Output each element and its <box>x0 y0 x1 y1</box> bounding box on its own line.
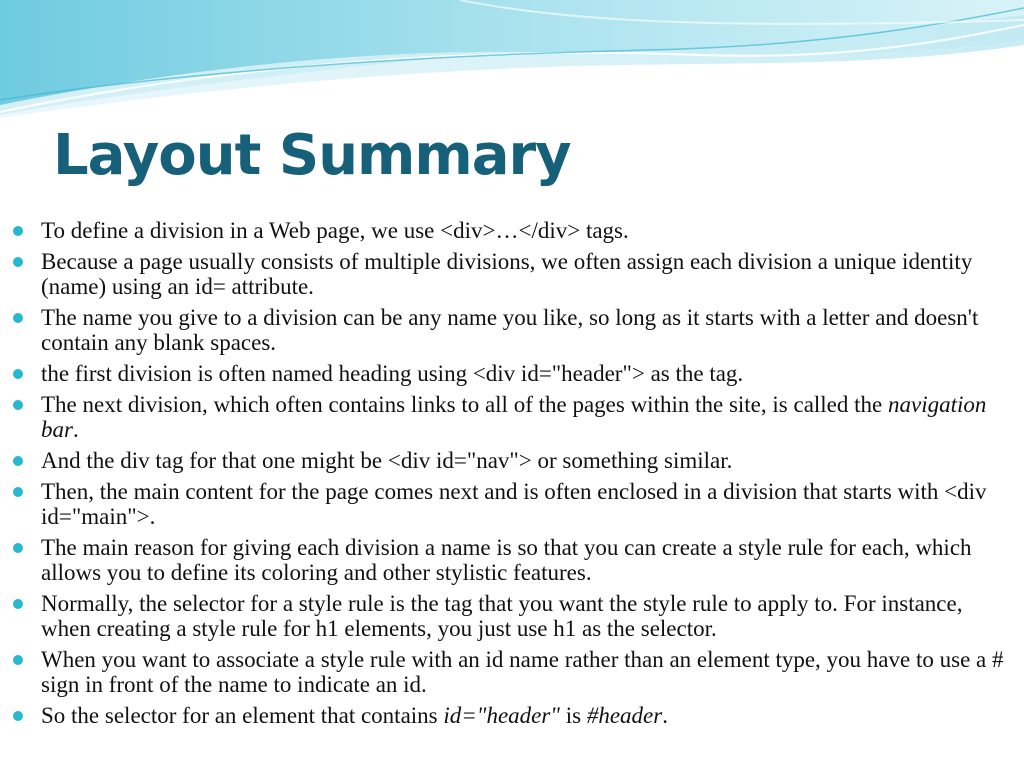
bullet-item <box>0 479 1024 529</box>
bullet-dot-icon <box>13 543 23 553</box>
bullet-item <box>0 647 1024 697</box>
bullet-item <box>0 218 1024 243</box>
bullet-item <box>0 249 1024 299</box>
bullet-dot-icon <box>13 456 23 466</box>
bullet-list <box>0 218 1024 734</box>
bullet-text-part: is <box>559 703 587 728</box>
bullet-item <box>0 448 1024 473</box>
bullet-emphasis: navigation bar <box>41 392 987 442</box>
bullet-text <box>41 703 668 728</box>
bullet-item <box>0 305 1024 355</box>
bullet-text <box>41 392 986 442</box>
bullet-item <box>0 361 1024 386</box>
bullet-text-part: . <box>72 417 79 442</box>
bullet-text-part: . <box>662 703 668 728</box>
bullet-text: And the div tag for that one might be <div id="nav"> or something similar. <box>41 448 733 473</box>
bullet-text-part: The next division, which often contains links to all of the pages within the site, is called the <box>41 392 888 417</box>
header-wave-decoration <box>0 0 1024 130</box>
bullet-dot-icon <box>13 313 23 323</box>
bullet-dot-icon <box>13 711 23 721</box>
bullet-dot-icon <box>13 400 23 410</box>
bullet-text: Then, the main content for the page comes next and is often enclosed in a division that starts with <div id="main">. <box>41 479 987 529</box>
bullet-dot-icon <box>13 655 23 665</box>
bullet-emphasis: #header <box>586 703 663 728</box>
bullet-text: The main reason for giving each division a name is so that you can create a style rule for each, which allows you to define its coloring and other stylistic features. <box>41 535 972 585</box>
slide-title: Layout Summary <box>53 123 571 188</box>
bullet-text: Normally, the selector for a style rule is the tag that you want the style rule to apply to. For instance, when creating a style rule for h1 elements, you just use h1 as the selector. <box>41 591 963 641</box>
bullet-item <box>0 392 1024 442</box>
bullet-text: The name you give to a division can be any name you like, so long as it starts with a letter and doesn't contain any blank spaces. <box>41 305 979 355</box>
bullet-item <box>0 535 1024 585</box>
bullet-dot-icon <box>13 257 23 267</box>
bullet-emphasis: id="header" <box>443 703 560 728</box>
bullet-text: To define a division in a Web page, we use <div>…</div> tags. <box>41 218 629 243</box>
bullet-text-part: So the selector for an element that contains <box>41 703 444 728</box>
bullet-item <box>0 703 1024 728</box>
bullet-dot-icon <box>13 369 23 379</box>
bullet-dot-icon <box>13 226 23 236</box>
bullet-dot-icon <box>13 487 23 497</box>
bullet-text: the first division is often named heading using <div id="header"> as the tag. <box>41 361 744 386</box>
bullet-text: Because a page usually consists of multiple divisions, we often assign each division a unique identity (name) using an id= attribute. <box>41 249 973 299</box>
bullet-item <box>0 591 1024 641</box>
bullet-text: When you want to associate a style rule with an id name rather than an element type, you have to use a # sign in front of the name to indicate an id. <box>41 647 1004 697</box>
bullet-dot-icon <box>13 599 23 609</box>
